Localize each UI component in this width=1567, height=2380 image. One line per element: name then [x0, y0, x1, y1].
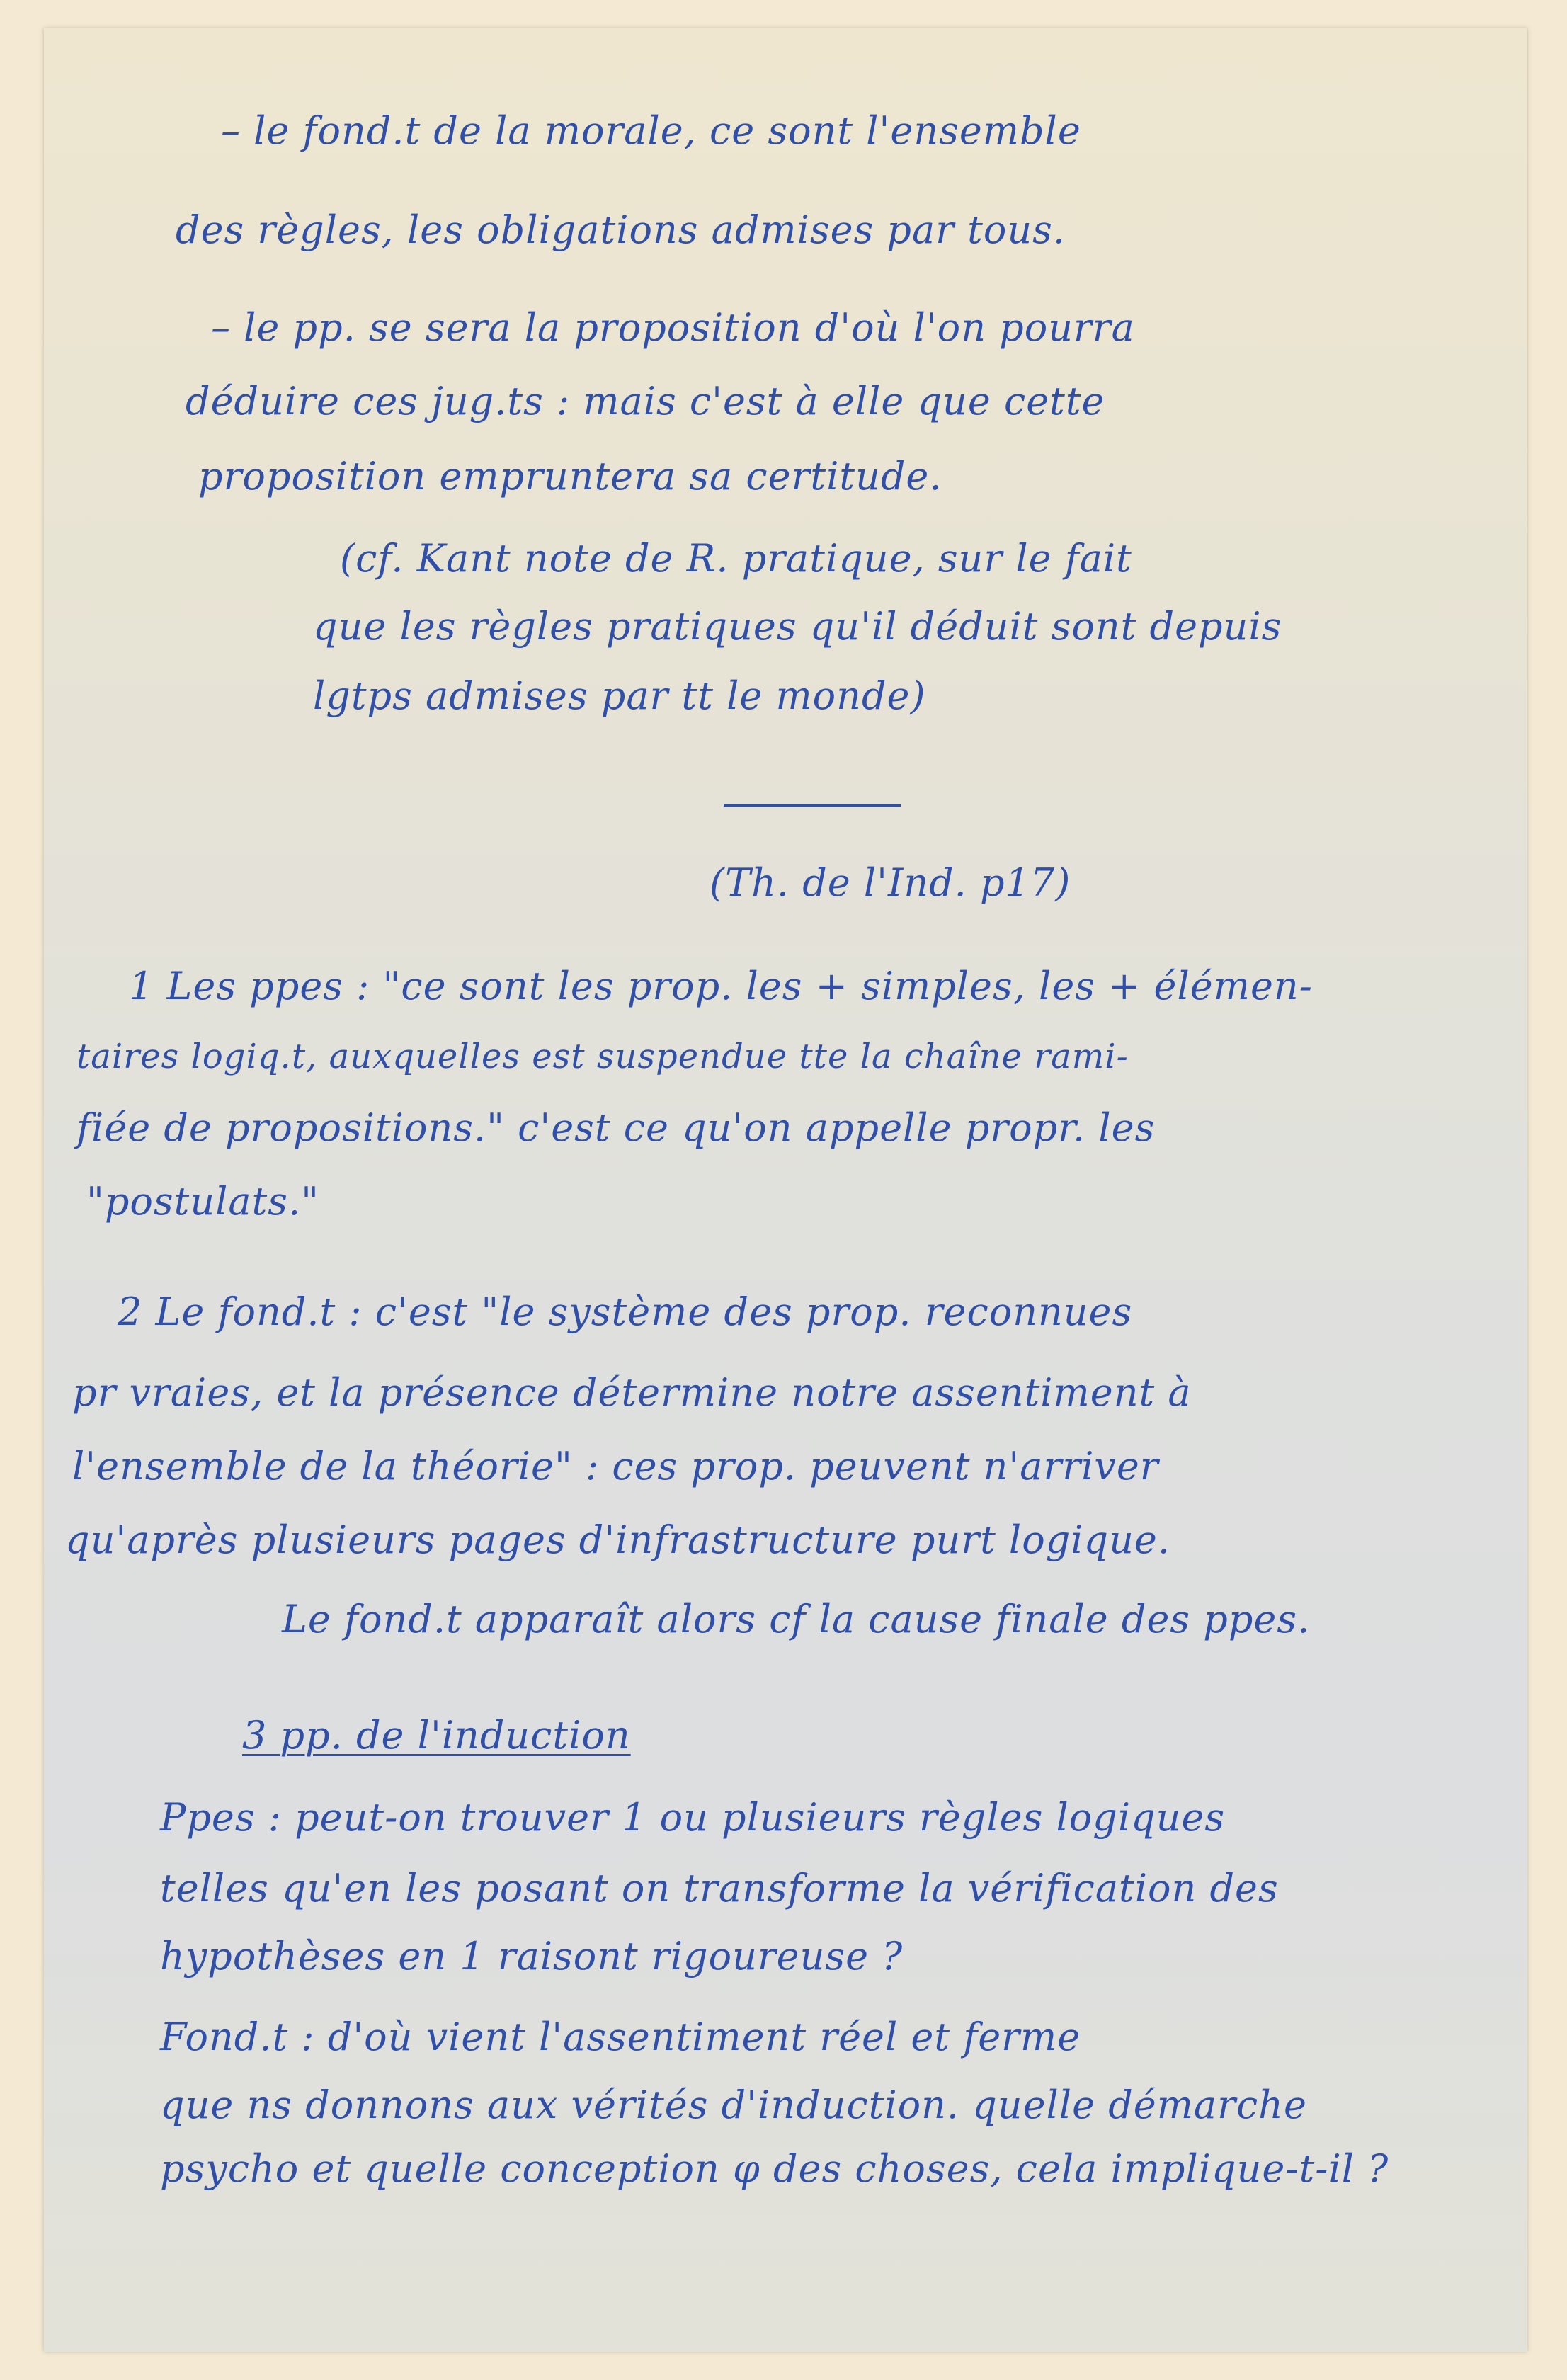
text-line: que ns donnons aux vérités d'induction. quelle démarche — [160, 2083, 1307, 2127]
text-line: que les règles pratiques qu'il déduit sont depuis — [313, 604, 1282, 649]
text-line: des règles, les obligations admises par tous. — [176, 207, 1066, 252]
text-line: "postulats." — [86, 1179, 319, 1224]
text-line: fiée de propositions." c'est ce qu'on appelle propr. les — [76, 1105, 1156, 1150]
text-line: hypothèses en 1 raisont rigoureuse ? — [160, 1934, 904, 1978]
text-line: taires logiq.t, auxquelles est suspendue tte la chaîne rami- — [76, 1037, 1129, 1076]
text-line: qu'après plusieurs pages d'infrastructure purt logique. — [65, 1518, 1171, 1562]
text-line: telles qu'en les posant on transforme la vérification des — [160, 1866, 1279, 1911]
text-line: (Th. de l'Ind. p17) — [710, 860, 1071, 905]
text-line: 1 Les ppes : "ce sont les prop. les + simples, les + élémen- — [129, 964, 1313, 1008]
text-line: – le fond.t de la morale, ce sont l'ensemble — [221, 108, 1081, 153]
text-line: Le fond.t apparaît alors cf la cause finale des ppes. — [282, 1597, 1311, 1641]
text-line: 2 Le fond.t : c'est "le système des prop. reconnues — [118, 1289, 1133, 1334]
text-line: psycho et quelle conception φ des choses, cela implique-t-il ? — [160, 2146, 1389, 2191]
text-line: Fond.t : d'où vient l'assentiment réel et ferme — [160, 2015, 1081, 2059]
text-line: déduire ces jug.ts : mais c'est à elle que cette — [186, 379, 1105, 423]
text-line: l'ensemble de la théorie" : ces prop. peuvent n'arriver — [72, 1444, 1159, 1488]
text-line: Ppes : peut-on trouver 1 ou plusieurs règles logiques — [160, 1795, 1226, 1840]
text-line: – le pp. se sera la proposition d'où l'on pourra — [211, 305, 1135, 350]
text-line: (cf. Kant note de R. pratique, sur le fait — [340, 536, 1132, 581]
text-line: lgtps admises par tt le monde) — [313, 673, 926, 718]
text-line: pr vraies, et la présence détermine notre assentiment à — [72, 1370, 1192, 1415]
text-line: 3 pp. de l'induction — [242, 1713, 631, 1758]
separator-rule — [724, 804, 901, 807]
text-line: proposition empruntera sa certitude. — [198, 454, 942, 499]
handwritten-sheet — [44, 28, 1527, 2352]
